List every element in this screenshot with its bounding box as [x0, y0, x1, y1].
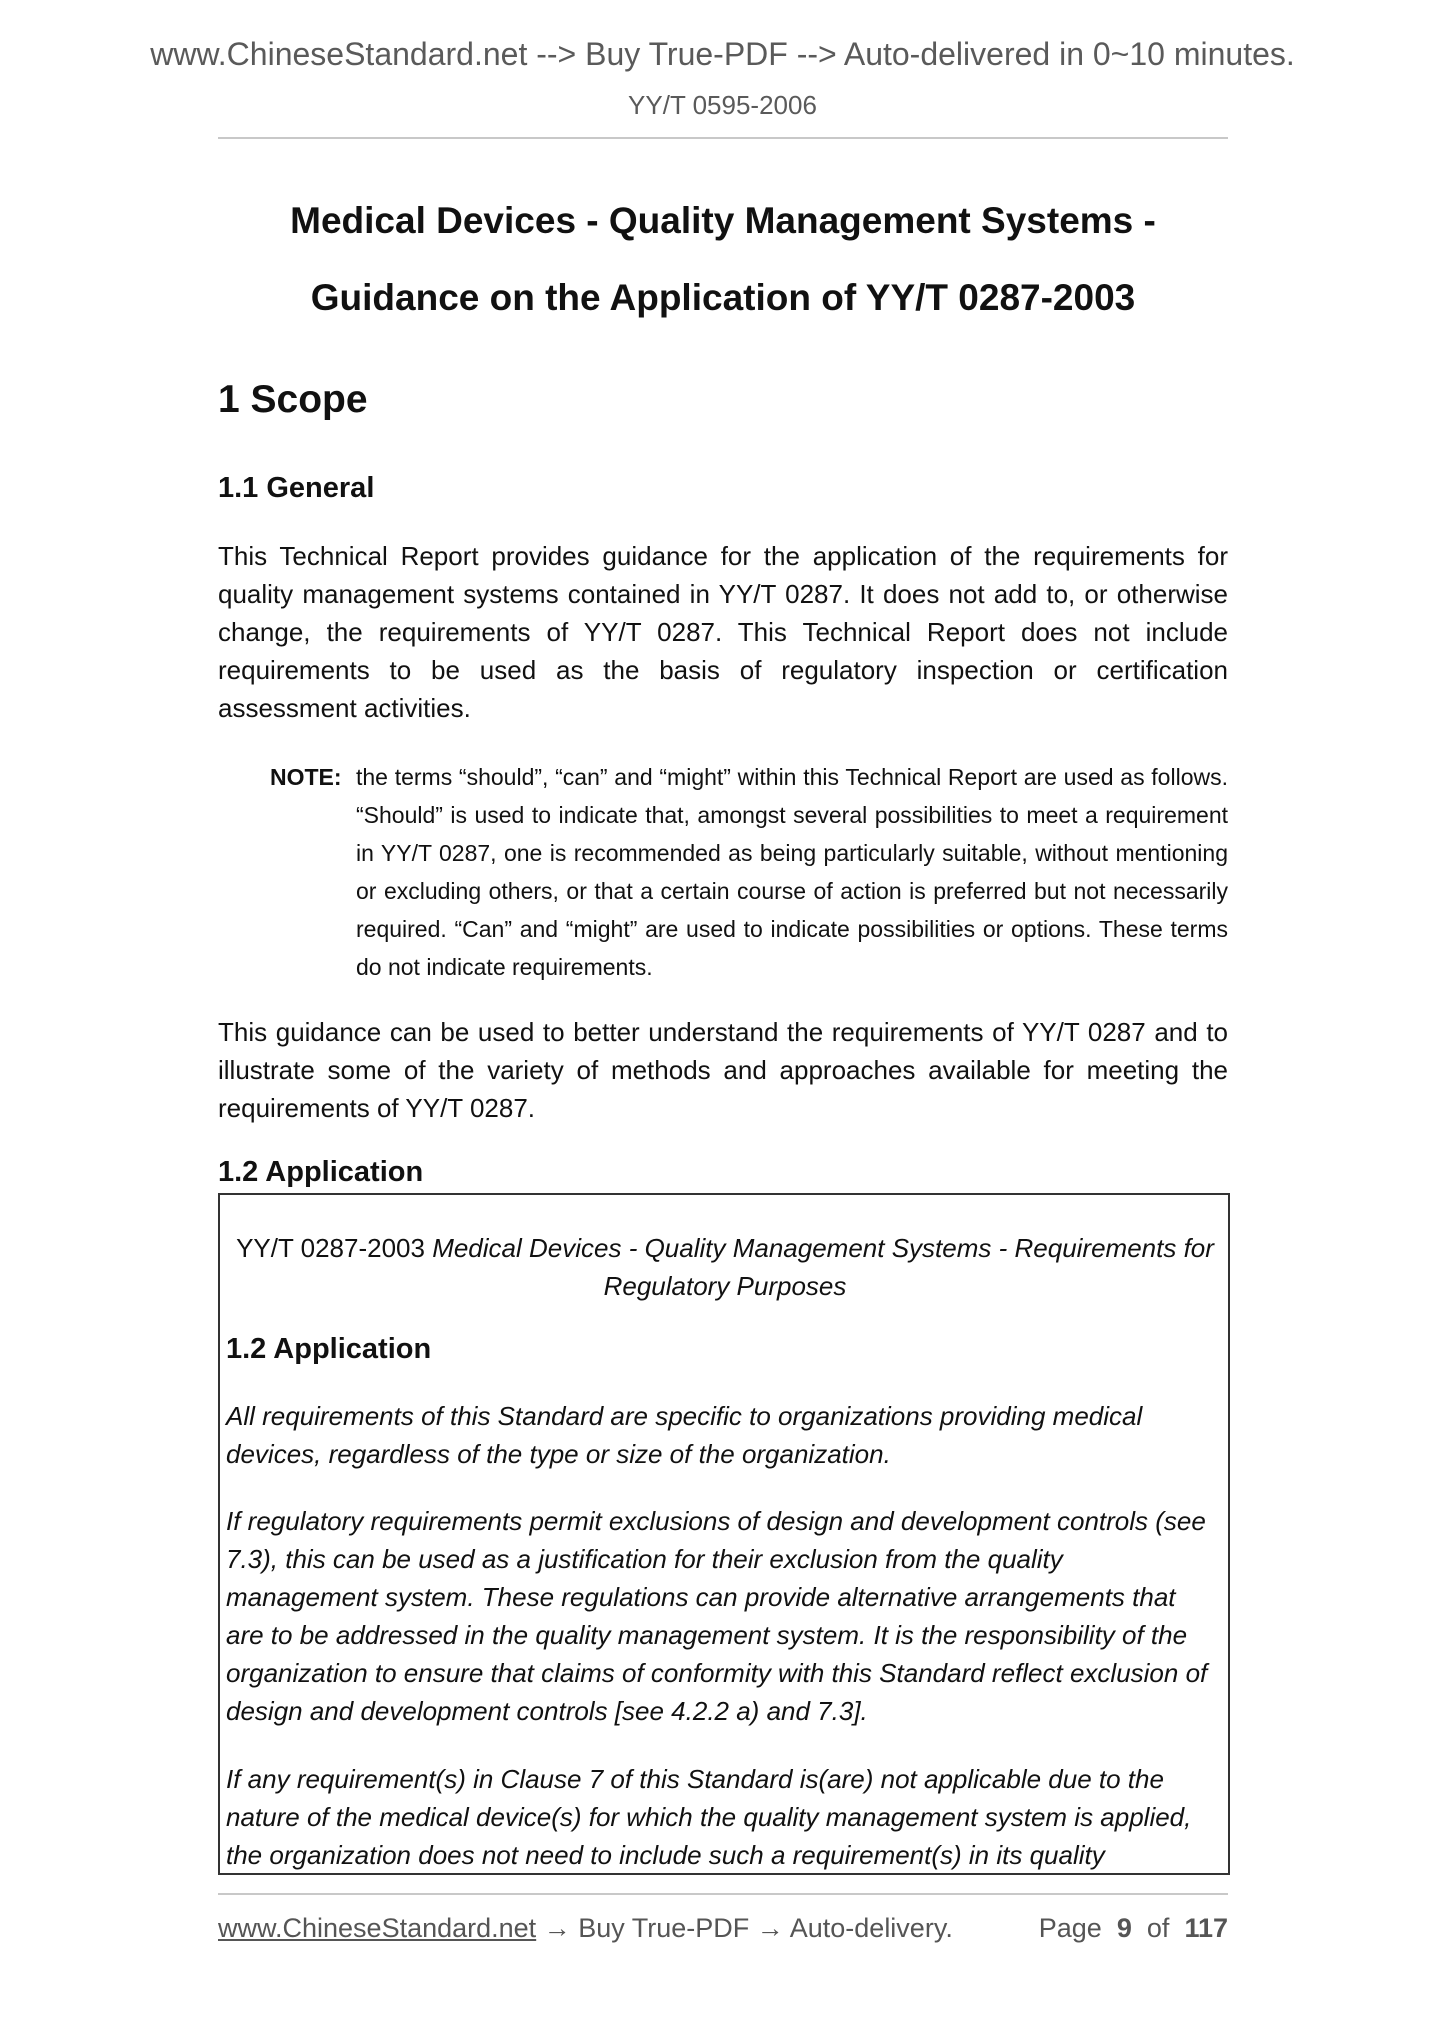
quoted-standard-box: [218, 1193, 1230, 1875]
document-title-line-1: Medical Devices - Quality Management Systems -: [290, 200, 1156, 241]
top-banner: www.ChineseStandard.net --> Buy True-PDF --> Auto-delivered in 0~10 minutes.: [150, 36, 1295, 72]
note-text: the terms “should”, “can” and “might” within this Technical Report are used as follows. “Should” is used to indicate that, amongst several possibilities to meet a requirement in YY/T 0287, one is recommended as being particularly suitable, without mentioning or excluding others, or that a certain course of action is preferred but not necessarily required. “Can” and “might” are used to indicate possibilities or options. These terms do not indicate requirements.: [356, 764, 1228, 980]
section-heading-scope: 1 Scope: [218, 378, 368, 421]
document-title-line-2: Guidance on the Application of YY/T 0287-2003: [310, 277, 1136, 318]
note-label: NOTE:: [270, 764, 342, 790]
footer-promo: [218, 1915, 953, 1942]
general-paragraph: This Technical Report provides guidance for the application of the requirements for quality management systems contained in YY/T 0287. It does not add to, or otherwise change, the requirements of YY/T 0287. This Technical Report does not include requirements to be used as the basis of regulatory inspection or certification assessment activities.: [218, 541, 1228, 723]
page-label: Page: [1038, 1913, 1102, 1943]
quoted-standard-code: YY/T 0287-2003: [236, 1233, 425, 1263]
quoted-paragraph-3: If any requirement(s) in Clause 7 of this Standard is(are) not applicable due to the nature of the medical device(s) for which the quality management system is applied, the organization does not need to include such a requirement(s) in its quality: [226, 1764, 1192, 1870]
footer-divider: [218, 1893, 1228, 1895]
quoted-paragraph-1: All requirements of this Standard are specific to organizations providing medical devices, regardless of the type or size of the organization.: [226, 1401, 1143, 1469]
quoted-standard-title: Medical Devices - Quality Management Systems - Requirements for Regulatory Purposes: [432, 1233, 1214, 1301]
page-indicator: [1039, 1915, 1228, 1942]
quoted-paragraph-2: If regulatory requirements permit exclusions of design and development controls (see 7.3), this can be used as a justification for their exclusion from the quality management system. These regulations can provide alternative arrangements that are to be addressed in the quality management system. It is the responsibility of the organization to ensure that claims of conformity with this Standard reflect exclusion of design and development controls [see 4.2.2 a) and 7.3].: [226, 1506, 1208, 1726]
total-pages: 117: [1184, 1913, 1228, 1943]
quoted-heading-application: 1.2 Application: [226, 1333, 432, 1365]
header-divider: [218, 137, 1228, 139]
page-number: 9: [1116, 1913, 1132, 1943]
guidance-paragraph: This guidance can be used to better understand the requirements of YY/T 0287 and to illustrate some of the variety of methods and approaches available for meeting the requirements of YY/T 0287.: [218, 1017, 1228, 1123]
quoted-standard-header: [230, 1229, 1220, 1305]
subsection-heading-general: 1.1 General: [218, 472, 375, 504]
footer-promo-text: → Buy True-PDF → Auto-delivery.: [536, 1913, 953, 1943]
document-code: YY/T 0595-2006: [628, 90, 817, 120]
subsection-heading-application: 1.2 Application: [218, 1156, 424, 1188]
footer-site-link[interactable]: www.ChineseStandard.net: [218, 1913, 537, 1943]
of-label: of: [1146, 1913, 1170, 1943]
